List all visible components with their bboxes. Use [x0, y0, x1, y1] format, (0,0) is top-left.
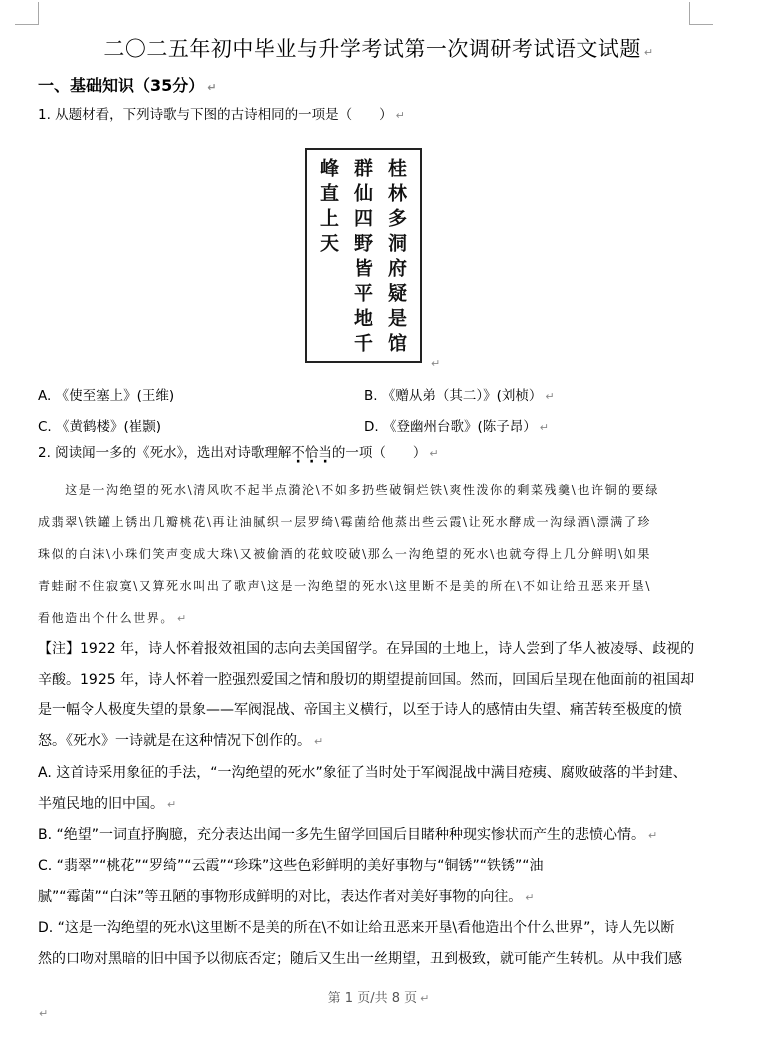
question-1-stem-text: 1. 从题材看，下列诗歌与下图的古诗相同的一项是（ ）	[38, 107, 393, 123]
page-footer	[0, 987, 757, 1006]
question-2-option-a[interactable]	[38, 758, 687, 820]
option-a-text: A. 《使至塞上》(王维)	[38, 388, 175, 404]
note-line: 辛酸。1925 年，诗人怀着一腔强烈爱国之情和殷切的期望提前回国。然而，回国后呈现在他面前的祖国却	[38, 671, 695, 688]
paragraph-mark-icon: ↵	[431, 357, 441, 370]
poem-line: 珠似的白沫\小珠们笑声变成大珠\又被偷酒的花蚊咬破\那么一沟绝望的死水\也就夸得上几分鲜明\如果	[38, 547, 652, 561]
option-a-line: A. 这首诗采用象征的手法，“一沟绝望的死水”象征了当时处于军阀混战中满目疮痍、腐败破落的半封建、	[38, 765, 687, 781]
poem-passage	[38, 474, 659, 635]
paragraph-mark-icon: ↵	[545, 390, 555, 403]
paragraph-mark-icon: ↵	[643, 46, 654, 59]
poem-calligraphy-image	[305, 148, 422, 363]
paragraph-mark-icon: ↵	[648, 829, 658, 842]
paragraph-mark-icon: ↵	[525, 891, 535, 904]
option-d-line: D. “这是一沟绝望的死水\这里断不是美的所在\不如让给丑恶来开垦\看他造出个什么世界”，诗人先以断	[38, 920, 675, 936]
emphasis-char: 当	[318, 445, 332, 461]
section-heading	[38, 73, 217, 96]
crop-mark-top-right-horizontal	[689, 24, 713, 25]
option-c-line: 腻”“霉菌”“白沫”等丑陋的事物形成鲜明的对比，表达作者对美好事物的向往。	[38, 889, 523, 905]
crop-mark-top-left-vertical	[38, 2, 39, 24]
question-2-option-c[interactable]	[38, 851, 687, 913]
section-heading-text: 一、基础知识（35分）	[38, 76, 205, 95]
question-1-stem	[38, 105, 405, 126]
crop-mark-top-left-horizontal	[15, 24, 39, 25]
option-c-line: C. “翡翠”“桃花”“罗绮”“云霞”“珍珠”这些色彩鲜明的美好事物与“铜锈”“铁锈”“油	[38, 858, 544, 874]
poem-line-last-text: 看他造出个什么世界。	[38, 611, 175, 625]
option-a-line: 半殖民地的旧中国。	[38, 796, 164, 812]
question-1-option-d[interactable]	[364, 417, 549, 438]
option-c-text: C. 《黄鹤楼》(崔颢)	[38, 419, 162, 435]
question-1-option-a[interactable]	[38, 386, 174, 406]
paragraph-mark-icon: ↵	[207, 81, 217, 94]
paragraph-mark-icon: ↵	[314, 734, 324, 748]
poem-line-last	[38, 602, 659, 635]
paragraph-mark-icon: ↵	[167, 798, 177, 811]
note-line-last	[38, 726, 694, 758]
paragraph-mark-icon: ↵	[429, 447, 439, 460]
paragraph-mark-icon: ↵	[177, 612, 188, 625]
question-1-option-c[interactable]	[38, 417, 161, 437]
crop-mark-top-right-vertical	[689, 2, 690, 24]
question-2-stem-before: 2. 阅读闻一多的《死水》，选出对诗歌理解	[38, 445, 292, 461]
note-line: 【注】1922 年，诗人怀着报效祖国的志向去美国留学。在异国的土地上，诗人尝到了华人被凌辱、歧视的	[38, 641, 695, 657]
emphasis-char: 不	[291, 445, 305, 461]
paragraph-mark-icon: ↵	[39, 1007, 49, 1020]
option-b-line: B. “绝望”一词直抒胸臆，充分表达出闻一多先生留学回国后目睹种种现实惨状而产生的悲愤心情。	[38, 827, 646, 843]
option-b-text: B. 《赠从弟（其二）》(刘桢）	[364, 388, 543, 404]
poem-line: 这是一沟绝望的死水\清风吹不起半点漪沦\不如多扔些破铜烂铁\爽性泼你的剩菜残羹\也许铜的要绿	[38, 483, 659, 497]
poem-line: 青蛙耐不住寂寞\又算死水叫出了歌声\这是一沟绝望的死水\这里断不是美的所在\不如让给丑恶来开垦\	[38, 579, 652, 593]
question-1-option-b[interactable]	[364, 386, 555, 407]
page-indicator: 第 1 页/共 8 页	[327, 991, 418, 1006]
question-2-stem	[38, 443, 439, 464]
poem-column-3: 峰直上天	[317, 158, 339, 258]
question-2-option-b[interactable]	[38, 820, 687, 851]
question-2-stem-after: 的一项（ ）	[331, 445, 427, 461]
paragraph-mark-icon: ↵	[539, 421, 549, 434]
document-title	[0, 33, 757, 63]
poem-column-2: 群仙四野皆平地千	[351, 158, 373, 358]
question-2-options	[38, 758, 687, 975]
emphasis-char: 恰	[304, 445, 319, 461]
note-line-last-text: 怒。《死水》一诗就是在这种情况下创作的。	[38, 732, 311, 749]
option-d-line: 然的口吻对黑暗的旧中国予以彻底否定；随后又生出一丝期望，丑到极致，就可能产生转机。从中我们感	[38, 951, 682, 967]
document-title-text: 二〇二五年初中毕业与升学考试第一次调研考试语文试题	[103, 37, 641, 61]
poem-column-1: 桂林多洞府疑是馆	[385, 158, 407, 358]
option-d-text: D. 《登幽州台歌》(陈子昂）	[364, 419, 537, 435]
note-paragraph	[38, 634, 694, 757]
question-2-option-d[interactable]	[38, 913, 687, 975]
poem-line: 成翡翠\铁罐上锈出几瓣桃花\再让油腻织一层罗绮\霉菌给他蒸出些云霞\让死水酵成一沟绿酒\漂满了珍	[38, 515, 652, 529]
paragraph-mark-icon: ↵	[420, 992, 430, 1005]
note-line: 是一幅令人极度失望的景象——军阀混战、帝国主义横行，以至于诗人的感情由失望、痛苦转至极度的愤	[38, 702, 682, 718]
paragraph-mark-icon: ↵	[395, 109, 405, 122]
